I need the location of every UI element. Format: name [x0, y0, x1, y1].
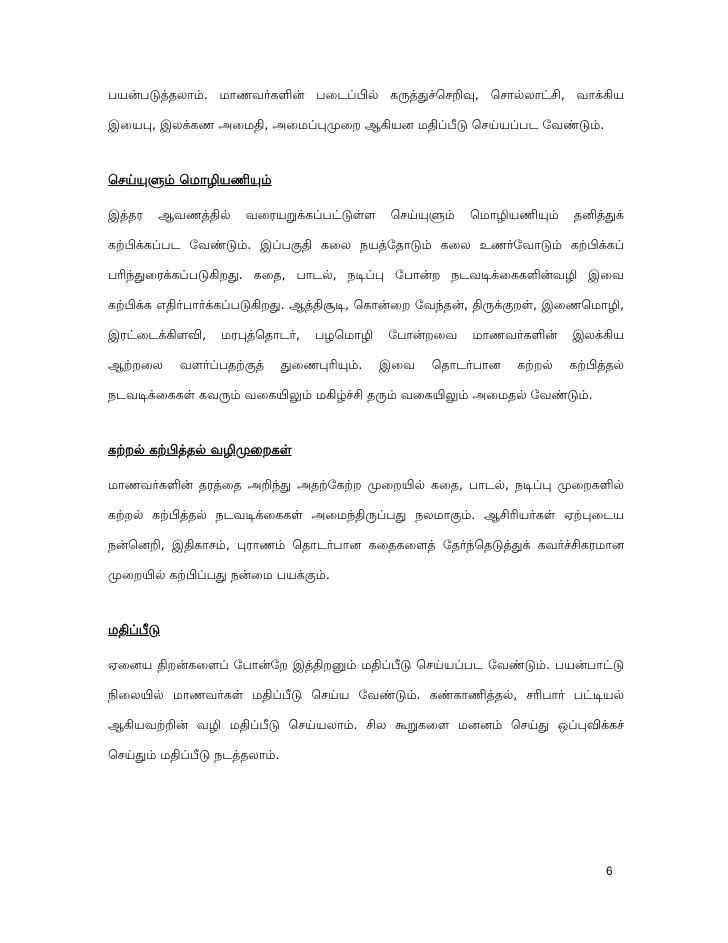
spacer [108, 590, 624, 616]
poetry-paragraph: இத்தர ஆவணத்தில் வரையறுக்கப்பட்டுள்ள செய்யுளும் மொழியணியும் தனித்துக் கற்பிக்கப்பட வேண்டும். இப்பகுதி கலை நயத்தோடும் கலை உணர்வோடும் கற்பிக்கப் பரிந்துரைக்கப்படுகிறது. கதை, பாடல், நடிப்பு போன்ற நடவடிக்கைகளின்வழி இவை கற்பிக்க எதிர்பார்க்கப்படுகிறது. ஆத்திசூடி, கொன்றை வேந்தன், திருக்குறள், இணைமொழி, இரட்டைக்கிளவி, மரபுத்தொடர், பழமொழி போன்றவை மாணவர்களின் இலக்கிய ஆற்றலை வளர்ப்பதற்குத் துணைபுரியும். இவை தொடர்பான கற்றல் கற்பித்தல் நடவடிக்கைகள் கவரும் வகையிலும் மகிழ்ச்சி தரும் வகையிலும் அமைதல் வேண்டும். [108, 207, 624, 402]
spacer [108, 140, 624, 166]
page-number: 6 [606, 864, 613, 878]
spacer [108, 410, 624, 436]
assessment-paragraph: ஏனைய திறன்களைப் போன்றே இத்திறனும் மதிப்பீடு செய்யப்பட வேண்டும். பயன்பாட்டு நிலையில் மாணவர்கள் மதிப்பீடு செய்ய வேண்டும். கண்காணித்தல், சரிபார் பட்டியல் ஆகியவற்றின் வழி மதிப்பீடு செய்யலாம். சில கூறுகளை மனனம் செய்து ஒப்புவிக்கச் செய்தும் மதிப்பீடு நடத்தலாம். [108, 657, 624, 762]
assessment-heading: மதிப்பீடு [108, 623, 161, 638]
poetry-heading: செய்யுளும் மொழியணியும் [108, 173, 272, 188]
methods-paragraph: மாணவர்களின் தரத்தை அறிந்து அதற்கேற்ற முறையில் கதை, பாடல், நடிப்பு முறைகளில் கற்றல் கற்பித்தல் நடவடிக்கைகள் அமைந்திருப்பது நலமாகும். ஆசிரியர்கள் ஏற்புடைய நன்னெறி, இதிகாசம், புராணம் தொடர்பான கதைகளைத் தேர்ந்தெடுத்துக் கவர்ச்சிகரமான முறையில் கற்பிப்பது நன்மை பயக்கும். [108, 477, 624, 582]
intro-paragraph: பயன்படுத்தலாம். மாணவர்களின் படைப்பில் கருத்துச்செறிவு, சொல்லாட்சி, வாக்கிய இயைபு, இலக்கண அமைதி, அமைப்புமுறை ஆகியன மதிப்பீடு செய்யப்பட வேண்டும். [108, 87, 624, 132]
methods-heading: கற்றல் கற்பித்தல் வழிமுறைகள் [108, 443, 292, 458]
document-page [108, 80, 624, 770]
